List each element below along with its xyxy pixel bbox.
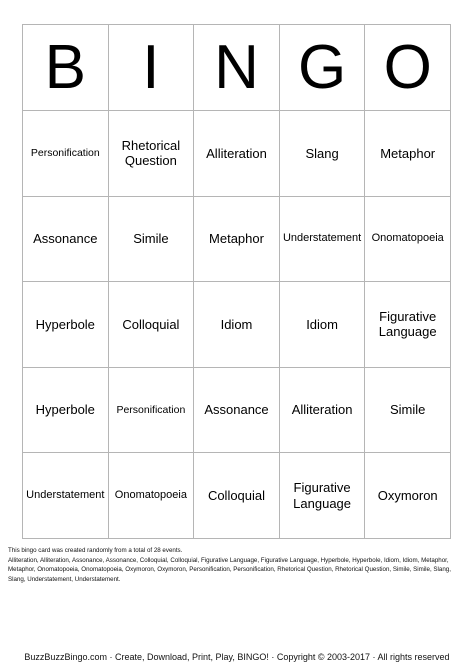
event-list-text: Alliteration, Alliteration, Assonance, Assonance, Colloquial, Colloquial, Figurative Language, Figurative Language, Hyperbole, Hyperbole, Idiom, Idiom, Metaphor, Metaphor, Onomatopoeia, Onomatopoeia, Oxymoron, Oxymoron, Personification, Personification, Rhetorical Question, Rhetorical Question, Simile, Simile, Slang, Slang, Understatement, Understatement. — [8, 556, 451, 583]
bingo-cell[interactable]: Hyperbole — [22, 281, 109, 368]
bingo-cell[interactable]: Onomatopoeia — [108, 452, 195, 539]
bingo-cell[interactable]: Hyperbole — [22, 367, 109, 454]
header-letter-b: B — [22, 24, 109, 111]
bingo-cell[interactable]: Alliteration — [279, 367, 366, 454]
header-letter-o: O — [364, 24, 451, 111]
event-count-text: This bingo card was created randomly from a total of 28 events. — [8, 547, 183, 554]
event-list-note — [8, 546, 466, 584]
bingo-cell[interactable]: Colloquial — [193, 452, 280, 539]
bingo-cell[interactable]: Idiom — [193, 281, 280, 368]
bingo-cell[interactable]: Assonance — [22, 196, 109, 283]
bingo-cell[interactable]: Onomatopoeia — [364, 196, 451, 283]
bingo-header-row — [22, 24, 450, 110]
bingo-cell[interactable]: Understatement — [279, 196, 366, 283]
bingo-cell[interactable]: Figurative Language — [279, 452, 366, 539]
header-letter-i: I — [108, 24, 195, 111]
footer-copyright: BuzzBuzzBingo.com · Create, Download, Print, Play, BINGO! · Copyright © 2003-2017 · All rights reserved — [24, 652, 450, 662]
bingo-cell[interactable]: Personification — [108, 367, 195, 454]
bingo-cell[interactable]: Alliteration — [193, 110, 280, 197]
bingo-cell[interactable]: Colloquial — [108, 281, 195, 368]
bingo-cell[interactable]: Assonance — [193, 367, 280, 454]
bingo-cell[interactable]: Personification — [22, 110, 109, 197]
bingo-cell[interactable]: Idiom — [279, 281, 366, 368]
bingo-cell[interactable]: Understatement — [22, 452, 109, 539]
header-letter-g: G — [279, 24, 366, 111]
bingo-cell[interactable]: Metaphor — [364, 110, 451, 197]
bingo-cell[interactable]: Figurative Language — [364, 281, 451, 368]
bingo-cell[interactable]: Rhetorical Question — [108, 110, 195, 197]
bingo-cell[interactable]: Oxymoron — [364, 452, 451, 539]
header-letter-n: N — [193, 24, 280, 111]
bingo-cell[interactable]: Simile — [108, 196, 195, 283]
bingo-cell[interactable]: Metaphor — [193, 196, 280, 283]
bingo-card — [22, 24, 450, 538]
bingo-cell[interactable]: Simile — [364, 367, 451, 454]
bingo-cell[interactable]: Slang — [279, 110, 366, 197]
bingo-grid — [22, 110, 450, 538]
